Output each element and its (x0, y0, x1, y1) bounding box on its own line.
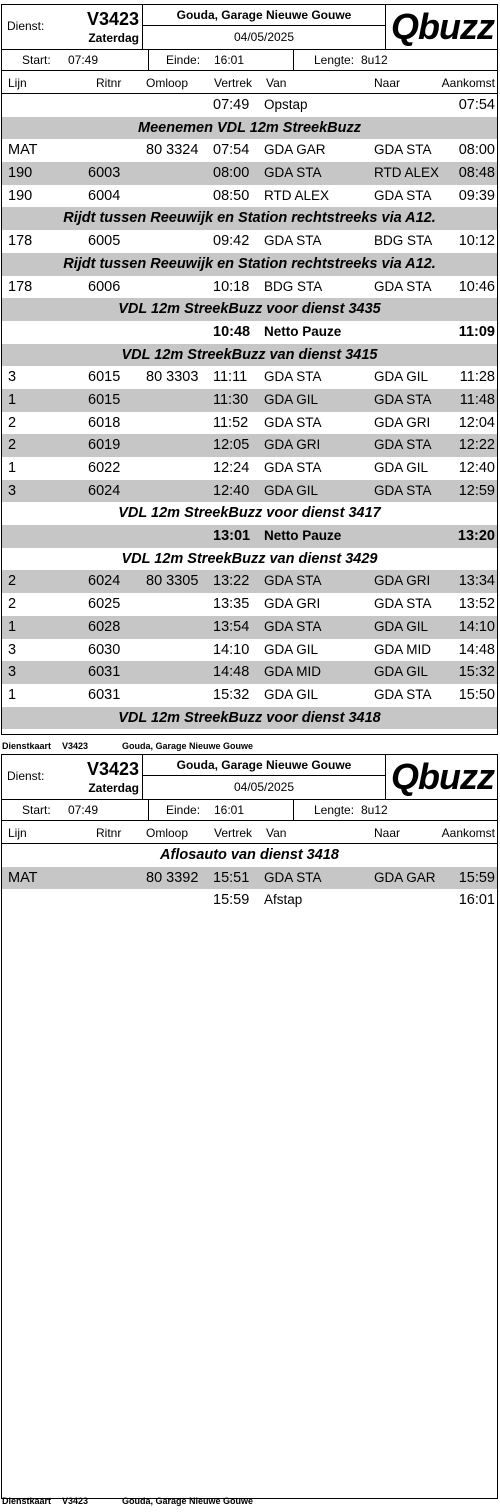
service-date: 04/05/2025 (233, 780, 295, 794)
cell-aankomst: 12:04 (458, 414, 495, 431)
cell-aankomst: 07:54 (458, 97, 495, 113)
cell-aankomst: 13:52 (458, 596, 495, 613)
cell-lijn: 190 (8, 165, 33, 182)
cell-aankomst: 12:40 (458, 460, 495, 476)
cell-vertrek: 13:01 (213, 528, 251, 545)
cell-aankomst: 14:48 (458, 641, 495, 658)
cell-aankomst: 15:50 (458, 686, 495, 703)
notice-row: VDL 12m StreekBuzz voor dienst 3418 (2, 707, 497, 730)
col-ritnr: Ritnr (96, 76, 122, 90)
cell-lijn: 2 (8, 596, 17, 613)
dienst-cell (2, 755, 143, 799)
cell-ritnr: 6024 (88, 482, 121, 499)
cell-vertrek: 07:54 (213, 142, 250, 159)
day-label: Zaterdag (88, 31, 139, 45)
garage-name: Gouda, Garage Nieuwe Gouwe (143, 5, 385, 26)
col-naar: Naar (374, 76, 401, 90)
cell-lijn: 2 (8, 573, 17, 590)
cell-van: GDA GIL (264, 482, 319, 498)
cell-van: GDA STA (264, 414, 322, 430)
col-aankomst: Aankomst (441, 826, 495, 840)
end-cell (149, 50, 294, 70)
cell-naar: GDA STA (374, 142, 432, 158)
col-van: Van (266, 76, 287, 90)
trip-row (2, 639, 497, 662)
cell-lijn: 1 (8, 391, 17, 408)
shift-times-row (2, 800, 497, 821)
shift-times-row (2, 50, 497, 71)
cell-van: Opstap (264, 97, 308, 112)
cell-naar: GDA GRI (374, 414, 431, 430)
cell-ritnr: 6004 (88, 187, 121, 204)
cell-vertrek: 12:05 (213, 437, 250, 454)
col-lijn: Lijn (8, 826, 27, 840)
cell-lijn: 178 (8, 233, 33, 250)
trip-row (2, 661, 497, 684)
cell-ritnr: 6025 (88, 596, 121, 613)
cell-vertrek: 15:51 (213, 869, 250, 886)
cell-aankomst: 14:10 (458, 618, 495, 635)
trip-row (2, 162, 497, 185)
cell-lijn: 190 (8, 187, 33, 204)
trip-list (2, 844, 497, 912)
end-cell (149, 800, 294, 820)
length-value: 8u12 (361, 53, 388, 67)
footer-dienst: V3423 (62, 741, 89, 751)
end-time: 16:01 (214, 53, 245, 67)
cell-naar: GDA STA (374, 187, 432, 203)
trip-row (2, 412, 497, 435)
notice-row: Rijdt tussen Reeuwijk en Station rechtstreeks via A12. (2, 207, 497, 230)
start-time: 07:49 (68, 803, 99, 817)
col-vertrek: Vertrek (214, 826, 253, 840)
trip-row (2, 230, 497, 253)
cell-lijn: 2 (8, 437, 17, 454)
cell-ritnr: 6031 (88, 664, 121, 681)
card-header (2, 755, 497, 800)
cell-aankomst: 13:34 (458, 573, 495, 590)
col-van: Van (266, 826, 287, 840)
cell-lijn: MAT (8, 869, 38, 886)
cell-van: GDA STA (264, 869, 322, 885)
notice-row: Meenemen VDL 12m StreekBuzz (2, 117, 497, 140)
length-cell (294, 50, 499, 70)
cell-vertrek: 13:54 (213, 618, 250, 635)
cell-naar: GDA STA (374, 278, 432, 294)
cell-omloop: 80 3305 (146, 573, 199, 590)
trip-row (2, 593, 497, 616)
cell-lijn: 1 (8, 618, 17, 635)
trip-row (2, 457, 497, 480)
cell-naar: GDA GIL (374, 664, 429, 680)
dienst-label: Dienst: (7, 769, 45, 783)
cell-aankomst: 12:22 (458, 437, 495, 454)
cell-vertrek: 10:48 (213, 323, 251, 340)
col-ritnr: Ritnr (96, 826, 122, 840)
cell-omloop: 80 3392 (146, 869, 199, 886)
col-vertrek: Vertrek (214, 76, 253, 90)
cell-ritnr: 6022 (88, 460, 121, 476)
cell-van: Afstap (264, 892, 303, 908)
notice-row: VDL 12m StreekBuzz voor dienst 3417 (118, 505, 381, 522)
trip-list (2, 94, 497, 729)
cell-lijn: 1 (8, 460, 17, 476)
notice-row: VDL 12m StreekBuzz van dienst 3415 (2, 344, 497, 367)
dienstkaart-page-1 (1, 4, 498, 735)
cell-lijn: 178 (8, 278, 33, 295)
cell-naar: GDA GRI (374, 573, 431, 589)
cell-van: GDA GRI (264, 596, 321, 612)
start-label: Start: (22, 803, 51, 817)
end-time: 16:01 (214, 803, 245, 817)
cell-van: GDA MID (264, 664, 322, 680)
trip-row (2, 889, 497, 912)
cell-vertrek: 13:22 (213, 573, 250, 590)
dienst-number: V3423 (86, 9, 139, 29)
garage-date-cell (143, 755, 386, 799)
col-lijn: Lijn (8, 76, 27, 90)
cell-aankomst: 12:59 (458, 482, 495, 499)
cell-vertrek: 08:50 (213, 187, 250, 204)
cell-lijn: 3 (8, 641, 17, 658)
cell-aankomst: 15:32 (458, 664, 495, 681)
cell-vertrek: 15:59 (213, 892, 250, 909)
cell-ritnr: 6031 (88, 686, 121, 703)
length-label: Lengte: (314, 53, 355, 67)
cell-vertrek: 12:24 (213, 460, 250, 476)
footer-dienst: V3423 (62, 1496, 89, 1506)
qbuzz-logo: Qbuzz (391, 756, 494, 797)
cell-van: RTD ALEX (264, 187, 330, 203)
footer-garage: Gouda, Garage Nieuwe Gouwe (122, 1496, 254, 1506)
cell-aankomst: 08:00 (458, 142, 495, 159)
dienstkaart-page-2 (1, 754, 498, 1499)
start-time: 07:49 (68, 53, 99, 67)
garage-name: Gouda, Garage Nieuwe Gouwe (143, 755, 385, 776)
col-omloop: Omloop (146, 826, 189, 840)
cell-aankomst: 13:20 (457, 528, 495, 545)
cell-vertrek: 10:18 (213, 278, 250, 295)
cell-aankomst: 11:09 (458, 323, 495, 340)
trip-row (2, 434, 497, 457)
cell-pause-label: Netto Pauze (264, 323, 342, 339)
length-label: Lengte: (314, 803, 355, 817)
cell-van: GDA STA (264, 460, 322, 475)
service-date: 04/05/2025 (233, 30, 295, 44)
cell-vertrek: 14:48 (213, 664, 250, 681)
notice-row: VDL 12m StreekBuzz van dienst 3429 (121, 550, 378, 567)
cell-ritnr: 6030 (88, 641, 121, 658)
trip-row (2, 185, 497, 208)
cell-vertrek: 09:42 (213, 233, 250, 250)
cell-van: GDA STA (264, 233, 322, 249)
cell-van: GDA STA (264, 369, 322, 385)
trip-row (2, 94, 497, 117)
trip-row (2, 276, 497, 299)
cell-van: GDA STA (264, 573, 322, 589)
cell-ritnr: 6024 (88, 573, 121, 590)
notice-row: Aflosauto van dienst 3418 (160, 847, 339, 863)
trip-row (2, 684, 497, 707)
cell-van: GDA STA (264, 618, 322, 634)
cell-ritnr: 6019 (88, 437, 121, 454)
footer-label: Dienstkaart (2, 741, 52, 751)
cell-lijn: 3 (8, 369, 17, 386)
length-value: 8u12 (361, 803, 388, 817)
day-label: Zaterdag (88, 781, 139, 795)
cell-ritnr: 6018 (88, 414, 121, 431)
trip-row (2, 616, 497, 639)
trip-row (2, 389, 497, 412)
trip-row (2, 366, 497, 389)
col-omloop: Omloop (146, 76, 189, 90)
cell-naar: GDA GIL (374, 618, 429, 634)
cell-lijn: MAT (8, 142, 38, 159)
end-label: Einde: (166, 803, 201, 817)
cell-pause-label: Netto Pauze (264, 528, 342, 544)
column-header (2, 821, 497, 844)
cell-aankomst: 11:28 (459, 369, 495, 386)
notice-row: VDL 12m StreekBuzz voor dienst 3435 (2, 298, 497, 321)
column-header (2, 71, 497, 94)
cell-vertrek: 15:32 (213, 686, 250, 703)
cell-vertrek: 11:11 (213, 369, 248, 386)
dienst-number: V3423 (86, 759, 139, 779)
cell-ritnr: 6006 (88, 278, 121, 295)
qbuzz-logo: Qbuzz (391, 6, 494, 47)
cell-naar: GDA GAR (374, 869, 436, 885)
cell-aankomst: 09:39 (458, 187, 495, 204)
cell-aankomst: 11:48 (459, 391, 495, 408)
cell-naar: GDA GIL (374, 460, 429, 475)
cell-vertrek: 11:30 (213, 391, 249, 408)
cell-van: GDA GRI (264, 437, 321, 453)
cell-aankomst: 15:59 (458, 869, 495, 886)
trip-row (2, 480, 497, 503)
cell-naar: BDG STA (374, 233, 433, 249)
col-aankomst: Aankomst (441, 76, 495, 90)
end-label: Einde: (166, 53, 201, 67)
cell-naar: GDA STA (374, 391, 432, 407)
footer-label: Dienstkaart (2, 1496, 52, 1506)
col-naar: Naar (374, 826, 401, 840)
notice-row: Rijdt tussen Reeuwijk en Station rechtstreeks via A12. (2, 253, 497, 276)
cell-van: GDA GIL (264, 391, 319, 407)
cell-naar: GDA STA (374, 596, 432, 612)
cell-ritnr: 6003 (88, 165, 121, 182)
trip-row (2, 139, 497, 162)
cell-vertrek: 14:10 (213, 641, 250, 658)
cell-naar: GDA GIL (374, 369, 429, 385)
cell-van: GDA GIL (264, 641, 319, 657)
cell-van: BDG STA (264, 278, 323, 294)
cell-van: GDA GIL (264, 686, 319, 702)
cell-ritnr: 6015 (88, 369, 121, 386)
cell-van: GDA GAR (264, 142, 326, 158)
trip-row (2, 867, 497, 890)
dienst-label: Dienst: (7, 19, 45, 33)
cell-ritnr: 6015 (88, 391, 121, 408)
cell-ritnr: 6028 (88, 618, 121, 635)
cell-vertrek: 12:40 (213, 482, 250, 499)
dienst-cell (2, 5, 143, 49)
length-cell (294, 800, 499, 820)
pause-row (2, 525, 497, 548)
cell-van: GDA STA (264, 165, 322, 181)
cell-naar: GDA MID (374, 641, 432, 657)
cell-ritnr: 6005 (88, 233, 121, 250)
pause-row (2, 321, 497, 344)
start-label: Start: (22, 53, 51, 67)
footer-garage: Gouda, Garage Nieuwe Gouwe (122, 741, 254, 751)
cell-lijn: 3 (8, 664, 17, 681)
card-header (2, 5, 497, 50)
cell-naar: GDA STA (374, 482, 432, 498)
cell-naar: GDA STA (374, 437, 432, 453)
garage-date-cell (143, 5, 386, 49)
cell-aankomst: 10:46 (458, 278, 495, 295)
trip-row (2, 570, 497, 593)
cell-vertrek: 08:00 (213, 165, 250, 182)
cell-omloop: 80 3303 (146, 369, 199, 386)
cell-naar: RTD ALEX (374, 165, 440, 181)
cell-lijn: 3 (8, 482, 17, 499)
cell-naar: GDA STA (374, 686, 432, 702)
cell-vertrek: 11:52 (213, 414, 249, 431)
cell-lijn: 2 (8, 414, 17, 431)
cell-lijn: 1 (8, 686, 17, 703)
cell-aankomst: 16:01 (458, 892, 495, 909)
cell-aankomst: 10:12 (458, 233, 495, 250)
start-cell (2, 50, 149, 70)
cell-vertrek: 13:35 (213, 596, 250, 613)
start-cell (2, 800, 149, 820)
cell-aankomst: 08:48 (458, 165, 495, 182)
cell-vertrek: 07:49 (213, 97, 250, 113)
cell-omloop: 80 3324 (146, 142, 199, 159)
